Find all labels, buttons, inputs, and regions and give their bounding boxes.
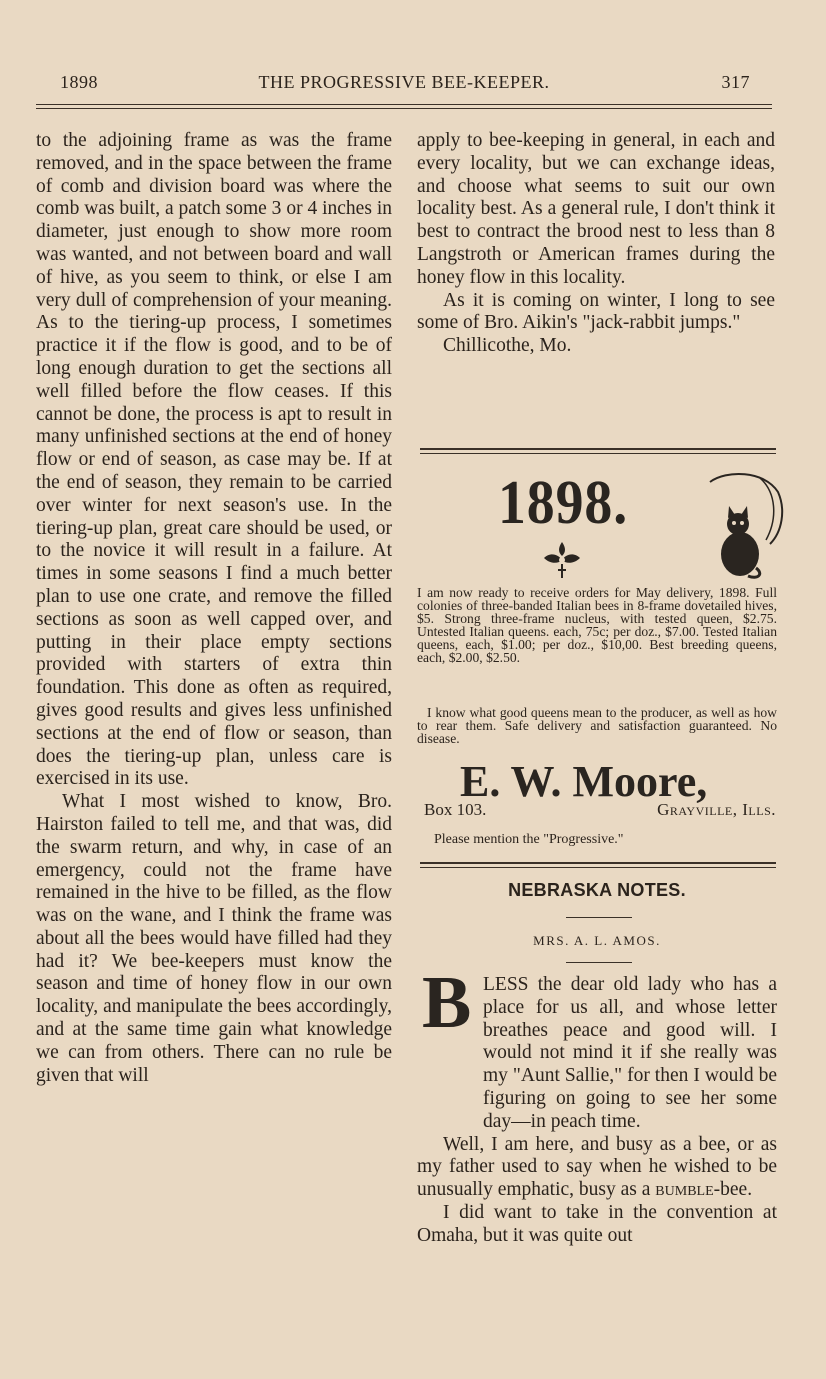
left-paragraph-1: to the adjoining frame as was the frame removed, and in the space between the frame of comb and division board was where the comb was built, a patch some 3 or 4 inches in diameter, just enough to show more room was wanted, and not between board and wall of hive, as you seem to think, or else I am very dull of comprehension of your meaning. As to the tiering-up process, I sometimes practice it if the flow is good, and to be of long enough duration to get the sections all well filled before the flow ceases. If this cannot be done, the process is apt to result in many unfinished sections at the end of honey flow or end of season, as case may be. If at the end of season, they remain to be carried over winter for next season's use. In the tiering-up plan, great care should be used, or to the novice it will result in a failure. At times in some seasons I find a much better plan to use one crate, and remove the filled sections as soon as well capped over, and putting in their place empty sections provided with starters of extra thin foundation. This done as often as required, gives good results and gives less unfinished sections at the end of flow or season, than does the tiering-up plan, unless care is exercised in its use. — [36, 130, 392, 790]
ad-rule-bottom-1 — [420, 862, 776, 864]
page-number: 317 — [721, 72, 750, 92]
nebraska-paragraph-2-start: Well, I am here, and busy as a bee, or as my father used to say when he wished to be unusually emphatic, busy as a — [417, 1133, 777, 1201]
ad-rule-top-2 — [420, 453, 776, 454]
header-year: 1898 — [60, 72, 98, 92]
fleuron-ornament-icon — [540, 540, 584, 580]
right-column-top — [417, 130, 775, 358]
title-divider — [566, 917, 632, 918]
page-header — [36, 72, 772, 96]
signoff-location: Chillicothe, Mo. — [443, 335, 572, 357]
advertiser-city: Grayville, Ills. — [657, 800, 776, 819]
advertiser-name: E. W. Moore, — [460, 757, 708, 806]
ad-rule-top-1 — [420, 448, 776, 450]
right-paragraph-2: As it is coming on winter, I long to see some of Bro. Aikin's "jack-rabbit jumps." — [417, 289, 775, 334]
right-paragraph-1: apply to bee-keeping in general, in each and every locality, but we can exchange ideas, and choose what seems to suit our own locality best. As a general rule, I don't think it best to contract the brood nest to less than 8 Langstroth or American frames during the honey flow in this locality. — [417, 130, 775, 288]
drop-cap: B — [422, 962, 472, 1044]
section-title: NEBRASKA NOTES. — [508, 880, 686, 900]
left-column — [36, 130, 392, 1087]
header-rule-bottom — [36, 108, 772, 109]
section-byline: MRS. A. L. AMOS. — [533, 933, 661, 948]
left-paragraph-2: What I most wished to know, Bro. Hairston failed to tell me, and that was, did the swarm return, and why, in case of an emergency, could not the frame have remained in the hive to be filled, as the flow was on the wane, and I think the frame was about all the bees would have filled had they had it? We bee-keepers must know the season and time of honey flow in our own locality, and manipulate the bees accordingly, and at the same time gain what knowledge we can from others. There can no rule be given that will — [36, 791, 392, 1086]
header-title: THE PROGRESSIVE BEE-KEEPER. — [258, 72, 550, 92]
nebraska-paragraph-3: I did want to take in the convention at Omaha, but it was quite out — [417, 1201, 777, 1246]
nebraska-paragraph-2-smallcaps: bumble — [655, 1179, 714, 1201]
advertiser-box: Box 103. — [424, 800, 487, 819]
ad-rule-bottom-2 — [420, 867, 776, 868]
ad-text-1: I am now ready to receive orders for May delivery, 1898. Full colonies of three-banded Italian bees in 8-frame dovetailed hives, $5. Strong three-frame nucleus, with tested queen, $2.75. Untested Italian queens. each, 75c; per doz., $7.00. Tested Italian queens, each, $1.00; per doz., $10,00. Best breeding queens, each, $2.00, $2.50. — [417, 585, 777, 665]
black-cat-moon-icon — [700, 470, 784, 582]
ad-text-2: I know what good queens mean to the producer, as well as how to rear them. Safe delivery and satisfaction guaranteed. No disease. — [417, 705, 777, 746]
ad-mention: Please mention the "Progressive." — [434, 832, 624, 847]
nebraska-paragraph-1: LESS the dear old lady who has a place for us all, and whose letter breathes peace and good will. I would not mind it if she really was my "Aunt Sallie," for then I would be figuring on going to see her some day—in peach time. — [483, 974, 777, 1132]
nebraska-notes-body — [417, 974, 777, 1248]
byline-divider — [566, 962, 632, 963]
nebraska-paragraph-2-end: -bee. — [713, 1179, 753, 1201]
header-rule-top — [36, 104, 772, 105]
nebraska-paragraph-2 — [417, 1134, 777, 1202]
ad-year: 1898. — [498, 469, 629, 537]
